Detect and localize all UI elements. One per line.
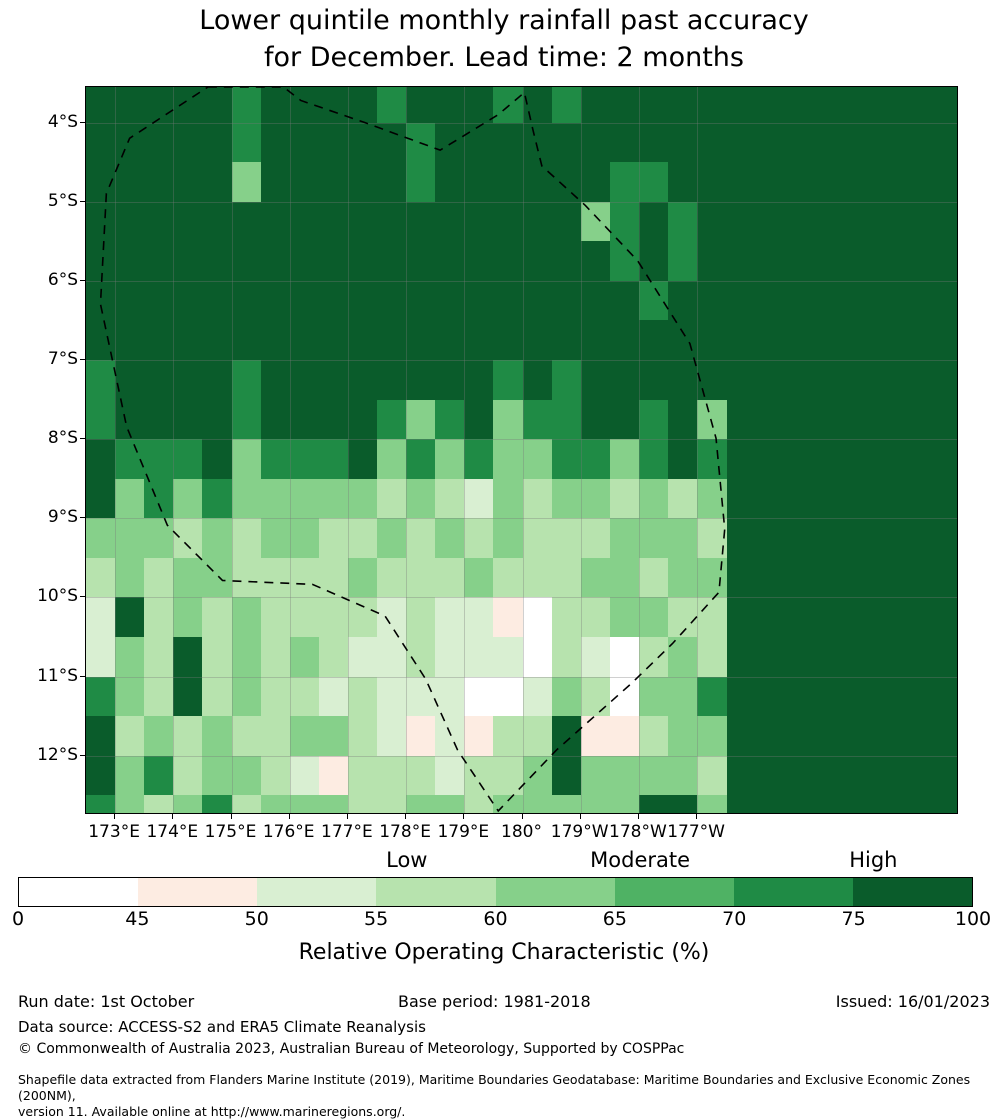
longitude-tick-label: 179°W (550, 822, 609, 842)
latitude-tick-mark (80, 755, 85, 756)
colorbar-segment (853, 878, 972, 906)
colorbar-tick-label: 50 (244, 908, 269, 930)
colorbar-axis-title: Relative Operating Characteristic (%) (298, 940, 710, 965)
base-period: Base period: 1981-2018 (398, 992, 591, 1011)
gridline-horizontal (86, 756, 957, 757)
shapefile-line-1: Shapefile data extracted from Flanders Marine Institute (2019), Maritime Boundaries Geodatabase: Maritime Boundaries and Exclusive Economic Zones (200NM), (18, 1072, 971, 1103)
latitude-tick-mark (80, 201, 85, 202)
colorbar-category-label: Moderate (590, 848, 691, 872)
gridline-horizontal (86, 360, 957, 361)
latitude-tick-label: 6°S (47, 269, 78, 290)
longitude-tick-label: 178°E (379, 822, 431, 842)
title-line-2: for December. Lead time: 2 months (264, 42, 744, 73)
latitude-tick-label: 4°S (47, 111, 78, 132)
colorbar-tick-label: 55 (364, 908, 389, 930)
longitude-tick-label: 180° (501, 822, 542, 842)
longitude-tick-mark (463, 814, 464, 819)
gridline-vertical (697, 87, 698, 813)
longitude-tick-mark (114, 814, 115, 819)
shapefile-line-2: version 11. Available online at http://www.marineregions.org/. (18, 1104, 406, 1119)
gridline-horizontal (86, 281, 957, 282)
latitude-tick-mark (80, 122, 85, 123)
copyright-notice: © Commonwealth of Australia 2023, Australian Bureau of Meteorology, Supported by COSPPac (18, 1041, 685, 1057)
footer (0, 992, 1008, 1119)
latitude-tick-label: 7°S (47, 349, 78, 369)
gridline-horizontal (86, 597, 957, 598)
latitude-tick-label: 10°S (37, 586, 78, 607)
page-title (0, 2, 1008, 76)
footer-top-row (18, 992, 990, 1014)
gridline-vertical (639, 87, 640, 813)
gridline-vertical (173, 87, 174, 813)
map-frame (85, 86, 958, 814)
gridline-vertical (406, 87, 407, 813)
gridline-vertical (115, 87, 116, 813)
longitude-tick-mark (289, 814, 290, 819)
map-plot (37, 86, 958, 842)
colorbar-tick-label: 65 (602, 908, 627, 930)
colorbar-tick-label: 75 (841, 908, 866, 930)
colorbar-segment (138, 878, 257, 906)
colorbar-segment (496, 878, 615, 906)
gridline-vertical (290, 87, 291, 813)
colorbar-category-labels (18, 848, 990, 874)
gridline-vertical (581, 87, 582, 813)
gridline-vertical (348, 87, 349, 813)
latitude-tick-mark (80, 438, 85, 439)
colorbar-segment (376, 878, 495, 906)
run-date: Run date: 1st October (18, 992, 195, 1011)
colorbar-category-label: High (849, 848, 898, 872)
shapefile-attribution (18, 1072, 978, 1120)
colorbar-category-label: Low (386, 848, 428, 872)
longitude-tick-label: 174°E (146, 822, 199, 842)
latitude-tick-label: 9°S (47, 507, 78, 528)
longitude-tick-mark (405, 814, 406, 819)
latitude-tick-mark (80, 676, 85, 677)
longitude-tick-label: 176°E (262, 822, 315, 842)
colorbar-tick-label: 0 (11, 908, 25, 930)
latitude-tick-mark (80, 359, 85, 360)
longitude-tick-mark (231, 814, 232, 819)
colorbar-segment (615, 878, 734, 906)
colorbar-tick-label: 60 (483, 908, 508, 930)
gridline-vertical (523, 87, 524, 813)
title-line-1: Lower quintile monthly rainfall past accuracy (199, 5, 809, 36)
colorbar-tick-label: 45 (125, 908, 150, 930)
colorbar-segment (257, 878, 376, 906)
gridline-vertical (464, 87, 465, 813)
issued-date: Issued: 16/01/2023 (835, 992, 990, 1011)
latitude-tick-mark (80, 517, 85, 518)
gridline-horizontal (86, 202, 957, 203)
longitude-tick-mark (172, 814, 173, 819)
latitude-tick-label: 12°S (37, 744, 78, 765)
longitude-tick-mark (696, 814, 697, 819)
gridline-horizontal (86, 677, 957, 678)
longitude-tick-label: 179°E (437, 822, 490, 842)
colorbar-tick-label: 100 (954, 908, 992, 930)
colorbar-segment (734, 878, 853, 906)
longitude-tick-label: 177°W (667, 822, 725, 842)
colorbar-tick-label: 70 (722, 908, 747, 930)
latitude-tick-label: 8°S (47, 428, 78, 449)
colorbar (18, 877, 973, 907)
gridline-horizontal (86, 439, 957, 440)
longitude-tick-mark (580, 814, 581, 819)
map-gridlines (86, 87, 957, 813)
data-source: Data source: ACCESS-S2 and ERA5 Climate Reanalysis (18, 1018, 426, 1036)
colorbar-tick-labels (11, 908, 992, 932)
longitude-tick-mark (522, 814, 523, 819)
longitude-tick-label: 178°W (609, 822, 667, 842)
colorbar-segment (19, 878, 138, 906)
longitude-tick-label: 173°E (88, 822, 140, 842)
latitude-tick-mark (80, 280, 85, 281)
longitude-tick-mark (347, 814, 348, 819)
gridline-horizontal (86, 518, 957, 519)
longitude-tick-label: 177°E (321, 822, 373, 842)
longitude-tick-label: 175°E (204, 822, 257, 842)
longitude-tick-mark (638, 814, 639, 819)
latitude-tick-label: 5°S (47, 190, 78, 211)
latitude-tick-label: 11°S (37, 665, 78, 686)
gridline-vertical (232, 87, 233, 813)
gridline-horizontal (86, 123, 957, 124)
latitude-tick-mark (80, 596, 85, 597)
